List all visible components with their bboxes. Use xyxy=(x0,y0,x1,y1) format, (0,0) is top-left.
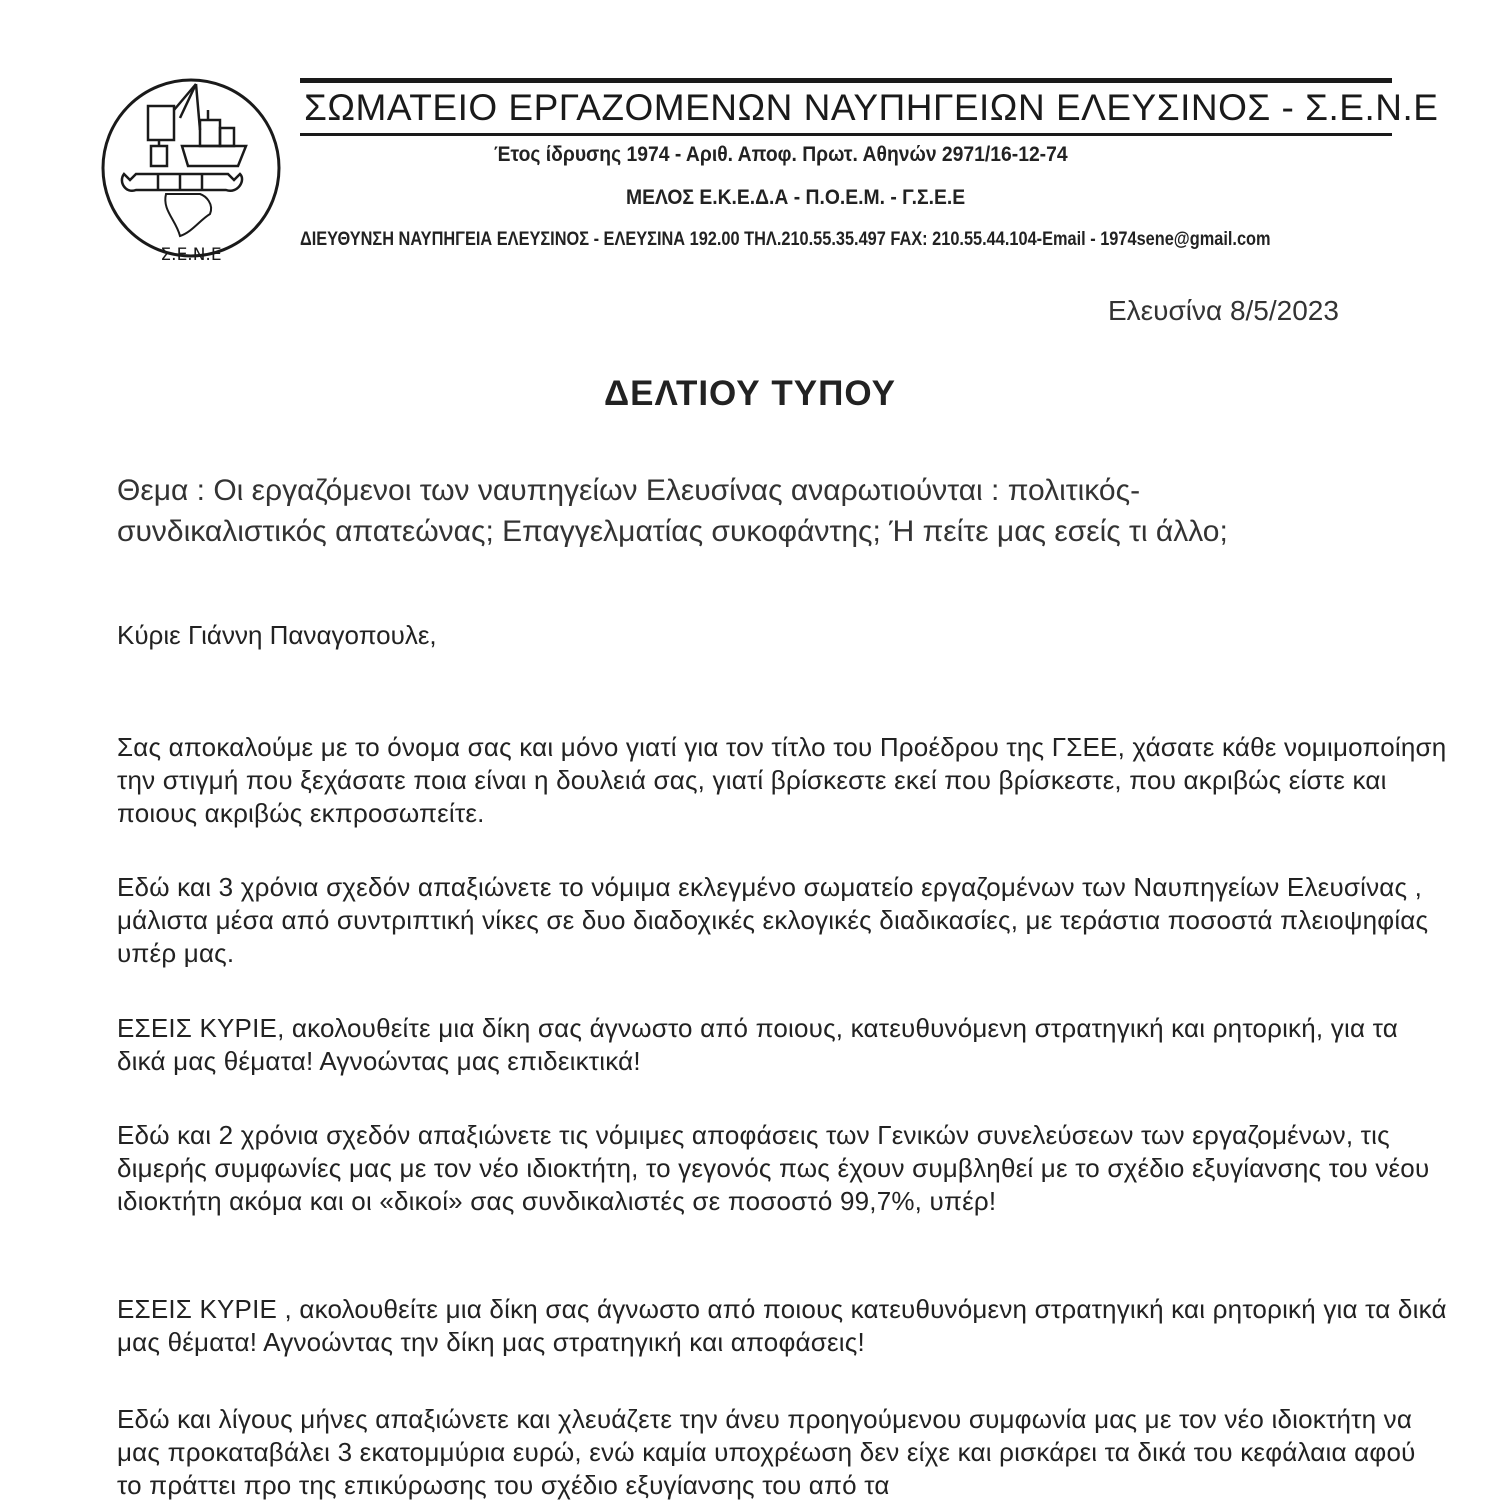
crane-icon xyxy=(148,84,200,166)
organization-name: ΣΩΜΑΤΕΙΟ ΕΡΓΑΖΟΜΕΝΩΝ ΝΑΥΠΗΓΕΙΩΝ ΕΛΕΥΣΙΝΟΣ - Σ.Ε.Ν.Ε xyxy=(300,78,1392,136)
body-paragraph: Εδώ και 2 χρόνια σχεδόν απαξιώνετε τις νόμιμες αποφάσεις των Γενικών συνελεύσεων των εργαζομένων, τις διμερής συμφωνίες μας με τον νέο ιδιοκτήτη, το γεγονός πως έχουν συμβληθεί με το σχέδιο εξυγίανσης του νέου ιδιοκτήτη ακόμα και οι «δικοί» σας συνδικαλιστές σε ποσοστό 99,7%, υπέρ! xyxy=(117,1120,1430,1216)
wrench-icon xyxy=(122,174,242,191)
contact-address: ΔΙΕΥΘΥΝΣΗ ΝΑΥΠΗΓΕΙΑ ΕΛΕΥΣΙΝΟΣ - ΕΛΕΥΣΙΝΑ 192.00 ΤΗΛ.210.55.35.497 FAX: 210.55.44.104-Email - 1974sene@gmail.com xyxy=(300,229,1271,250)
union-logo-emblem xyxy=(96,70,286,280)
region-outline-icon xyxy=(165,194,211,236)
salutation: Κύριε Γιάννη Παναγοπουλε, xyxy=(117,620,437,650)
body-paragraph: ΕΣΕΙΣ ΚΥΡΙΕ, ακολουθείτε μια δίκη σας άγνωστο από ποιους, κατευθυνόμενη στρατηγική και ρητορική, για τα δικά μας θέματα! Αγνοώντας μας επιδεικτικά! xyxy=(117,1013,1398,1076)
body-paragraph: Εδώ και λίγους μήνες απαξιώνετε και χλευάζετε την άνευ προηγούμενου συμφωνία μας με τον νέο ιδιοκτήτη να μας προκαταβάλει 3 εκατομμύρια ευρώ, ενώ καμία υποχρέωση δεν είχε και ρισκάρει τα δικά του κεφάλαια αφού το πράττει προ της επικύρωσης του σχέδιο εξυγίανσης του από τα xyxy=(117,1404,1416,1500)
founding-details: Έτος ίδρυσης 1974 - Αριθ. Αποφ. Πρωτ. Αθηνών 2971/16-12-74 xyxy=(494,143,1068,166)
body-paragraph: Σας αποκαλούμε με το όνομα σας και μόνο γιατί για τον τίτλο του Προέδρου της ΓΣΕΕ, χάσατε κάθε νομιμοποίηση την στιγμή που ξεχάσατε ποια είναι η δουλειά σας, γιατί βρίσκεστε εκεί που βρίσκεστε, που ακριβώς είστε και ποιους ακριβώς εκπροσωπείτε. xyxy=(117,732,1447,828)
body-paragraph: ΕΣΕΙΣ ΚΥΡΙΕ , ακολουθείτε μια δίκη σας άγνωστο από ποιους κατευθυνόμενη στρατηγική και ρητορική για τα δικά μας θέματα! Αγνοώντας την δίκη μας στρατηγική και αποφάσεις! xyxy=(117,1294,1447,1357)
document-date: Ελευσίνα 8/5/2023 xyxy=(1108,295,1339,326)
membership-details: ΜΕΛΟΣ Ε.Κ.Ε.Δ.Α - Π.Ο.Ε.Μ. - Γ.Σ.Ε.Ε xyxy=(626,186,966,209)
subject-line: Θεμα : Οι εργαζόμενοι των ναυπηγείων Ελευσίνας αναρωτιούνται : πολιτικός- xyxy=(117,474,1141,507)
subject-block xyxy=(117,470,1447,552)
ship-icon xyxy=(182,110,246,166)
body-paragraph: Εδώ και 3 χρόνια σχεδόν απαξιώνετε το νόμιμα εκλεγμένο σωματείο εργαζομένων των Ναυπηγείων Ελευσίνας , μάλιστα μέσα από συντριπτική νίκες σε δυο διαδοχικές εκλογικές διαδικασίες, με τεράστια ποσοστά πλειοψηφίας υπέρ μας. xyxy=(117,872,1429,968)
subject-line: συνδικαλιστικός απατεώνας; Επαγγελματίας συκοφάντης; Ή πείτε μας εσείς τι άλλο; xyxy=(117,515,1228,548)
document-title: ΔΕΛΤΙΟΥ ΤΥΠΟΥ xyxy=(604,374,896,413)
logo-caption: Σ.Ε.Ν.Ε xyxy=(160,245,222,265)
